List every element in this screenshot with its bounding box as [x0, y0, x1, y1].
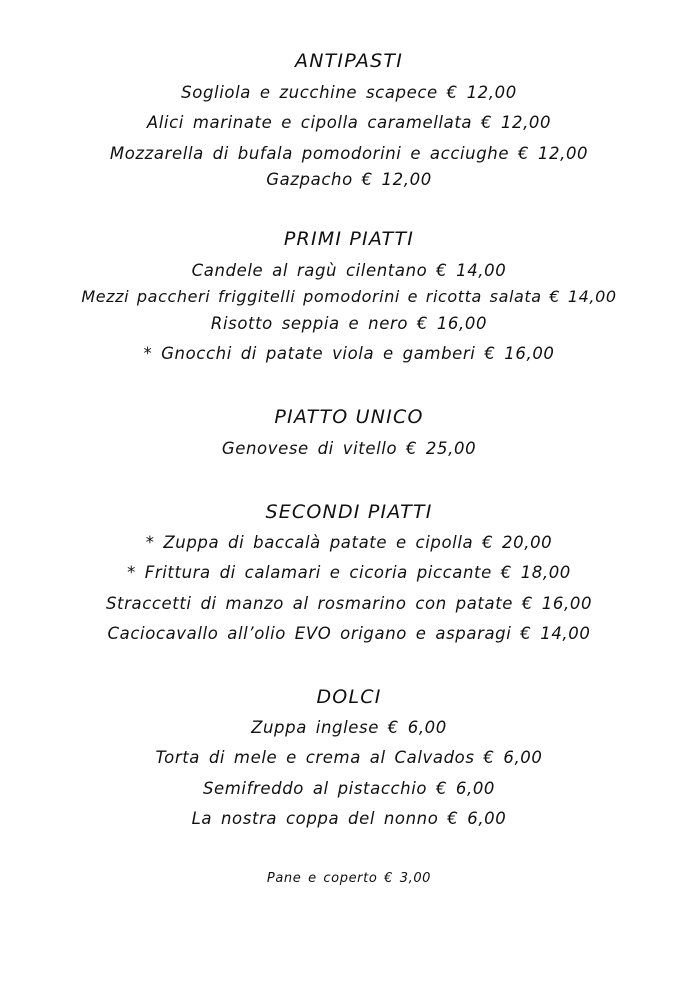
cover-charge-note: Pane e coperto € 3,00	[266, 871, 432, 886]
section-title-piatto-unico: PIATTO UNICO	[274, 406, 424, 428]
menu-item: Zuppa inglese € 6,00	[251, 718, 447, 737]
section-title-dolci: DOLCI	[316, 686, 382, 708]
menu-item: Torta di mele e crema al Calvados € 6,00	[155, 748, 543, 767]
menu-item: * Gnocchi di patate viola e gamberi € 16,00	[143, 344, 555, 363]
menu-item: La nostra coppa del nonno € 6,00	[191, 809, 507, 828]
menu-item: * Frittura di calamari e cicoria piccante € 18,00	[127, 563, 571, 582]
menu-item: Sogliola e zucchine scapece € 12,00	[181, 83, 517, 102]
menu-item: Genovese di vitello € 25,00	[221, 439, 477, 458]
section-title-antipasti: ANTIPASTI	[295, 50, 403, 72]
menu-item: Semifreddo al pistacchio € 6,00	[202, 779, 496, 798]
menu-item: Mozzarella di bufala pomodorini e acciughe € 12,00	[109, 144, 589, 163]
menu-item: Straccetti di manzo al rosmarino con patate € 16,00	[105, 594, 593, 613]
menu-item: Candele al ragù cilentano € 14,00	[191, 261, 507, 280]
menu-item: Gazpacho € 12,00	[266, 170, 432, 189]
menu-item: Risotto seppia e nero € 16,00	[210, 314, 488, 333]
menu-item: Mezzi paccheri friggitelli pomodorini e ricotta salata € 14,00	[81, 287, 617, 306]
menu-item: Alici marinate e cipolla caramellata € 12,00	[146, 113, 552, 132]
section-title-primi-piatti: PRIMI PIATTI	[283, 228, 415, 250]
menu-item: * Zuppa di baccalà patate e cipolla € 20,00	[145, 533, 553, 552]
section-title-secondi-piatti: SECONDI PIATTI	[265, 501, 433, 523]
menu-item: Caciocavallo all’olio EVO origano e asparagi € 14,00	[107, 624, 591, 643]
